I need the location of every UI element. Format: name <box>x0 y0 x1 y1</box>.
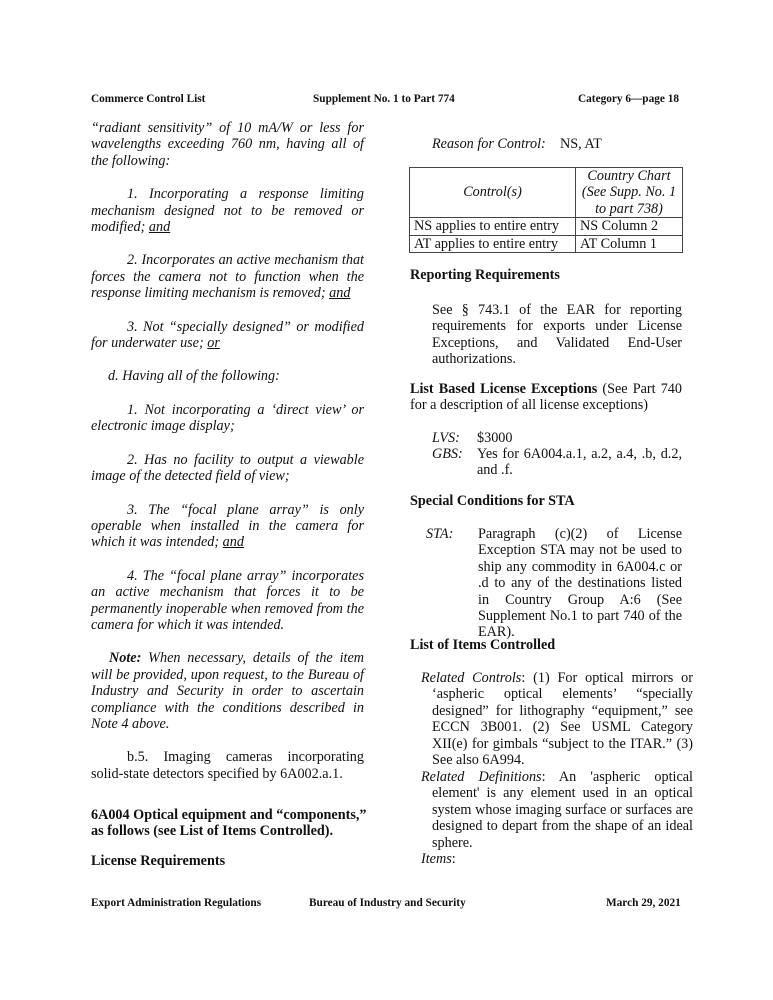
item-d1: 1. Not incorporating a ‘direct view’ or electronic image display; <box>91 401 364 435</box>
footer-left: Export Administration Regulations <box>91 897 262 909</box>
items-label: Items: <box>421 851 456 867</box>
related-controls: Related Controls: (1) For optical mirrors or ‘aspheric optical elements’ “specially designed” for lithography “equipment,” see ECCN 3B001. (2) See USML Category XII(e) for gimbals “subject to the ITAR.” (3) See also 6A994. <box>421 670 693 769</box>
table-header-row <box>410 168 683 218</box>
item-d-heading: d. Having all of the following: <box>108 368 280 385</box>
reporting-requirements-heading: Reporting Requirements <box>410 267 560 283</box>
table-header-controls: Control(s) <box>410 168 576 218</box>
item-1: 1. Incorporating a response limiting mechanism designed not to be removed or modified; and <box>91 186 364 236</box>
table-header-country-chart: Country Chart (See Supp. No. 1 to part 738) <box>576 168 683 218</box>
reason-for-control: Reason for Control: NS, AT <box>432 136 602 152</box>
item-2: 2. Incorporates an active mechanism that forces the camera not to function when the response limiting mechanism is removed; and <box>91 252 364 302</box>
item-d3: 3. The “focal plane array” is only operable when installed in the camera for which it was intended; and <box>91 501 364 551</box>
table-row: NS applies to entire entry NS Column 2 <box>410 218 683 235</box>
footer-right: March 29, 2021 <box>606 897 681 909</box>
intro-paragraph: “radiant sensitivity” of 10 mA/W or less for wavelengths exceeding 760 nm, having all of the following: <box>91 120 364 169</box>
sta-row: STA: Paragraph (c)(2) of License Exception STA may not be used to ship any commodity in 6A004.c or .d to any of the destinations listed in Country Group A:6 (See Supplement No.1 to part 740 of the EAR). <box>426 526 682 641</box>
gbs-row: GBS: Yes for 6A004.a.1, a.2, a.4, .b, d.2, and .f. <box>432 446 682 479</box>
table-row: AT applies to entire entry AT Column 1 <box>410 235 683 252</box>
license-exceptions-heading: List Based License Exceptions <box>410 381 598 397</box>
related-definitions: Related Definitions: An 'aspheric optical element' is any element used in an optical system whose imaging surface or surfaces are designed to depart from the shape of an ideal sphere. <box>421 769 693 851</box>
item-d2: 2. Has no facility to output a viewable image of the detected field of view; <box>91 451 364 485</box>
sta-heading: Special Conditions for STA <box>410 493 575 509</box>
header-left: Commerce Control List <box>91 93 206 105</box>
note-paragraph: Note: When necessary, details of the item will be provided, upon request, to the Bureau of Industry and Security in order to ascertain compliance with the conditions described in Note 4 above. <box>91 650 364 732</box>
items-controlled-heading: List of Items Controlled <box>410 637 556 653</box>
item-d4: 4. The “focal plane array” incorporates an active mechanism that forces it to be permanently inoperable when removed from the camera for which it was intended. <box>91 567 364 633</box>
reporting-requirements-text: See § 743.1 of the EAR for reporting requirements for exports under License Exceptions, and Validated End-User authorizations. <box>432 302 682 368</box>
item-b5: b.5. Imaging cameras incorporating solid-state detectors specified by 6A002.a.1. <box>91 749 364 782</box>
eccn-heading: 6A004 Optical equipment and “components,” as follows (see List of Items Controlled). <box>91 807 367 840</box>
footer-center: Bureau of Industry and Security <box>309 897 466 909</box>
lvs-row: LVS: $3000 <box>432 430 513 446</box>
header-right: Category 6—page 18 <box>578 93 680 105</box>
header-center: Supplement No. 1 to Part 774 <box>313 93 455 105</box>
note-label: Note: <box>109 650 142 667</box>
item-3: 3. Not “specially designed” or modified for underwater use; or <box>91 318 364 352</box>
license-exceptions-paragraph: List Based License Exceptions (See Part 740 for a description of all license exceptions) <box>410 381 682 414</box>
left-column <box>91 120 364 782</box>
license-requirements-heading: License Requirements <box>91 853 226 869</box>
control-table <box>409 167 683 253</box>
